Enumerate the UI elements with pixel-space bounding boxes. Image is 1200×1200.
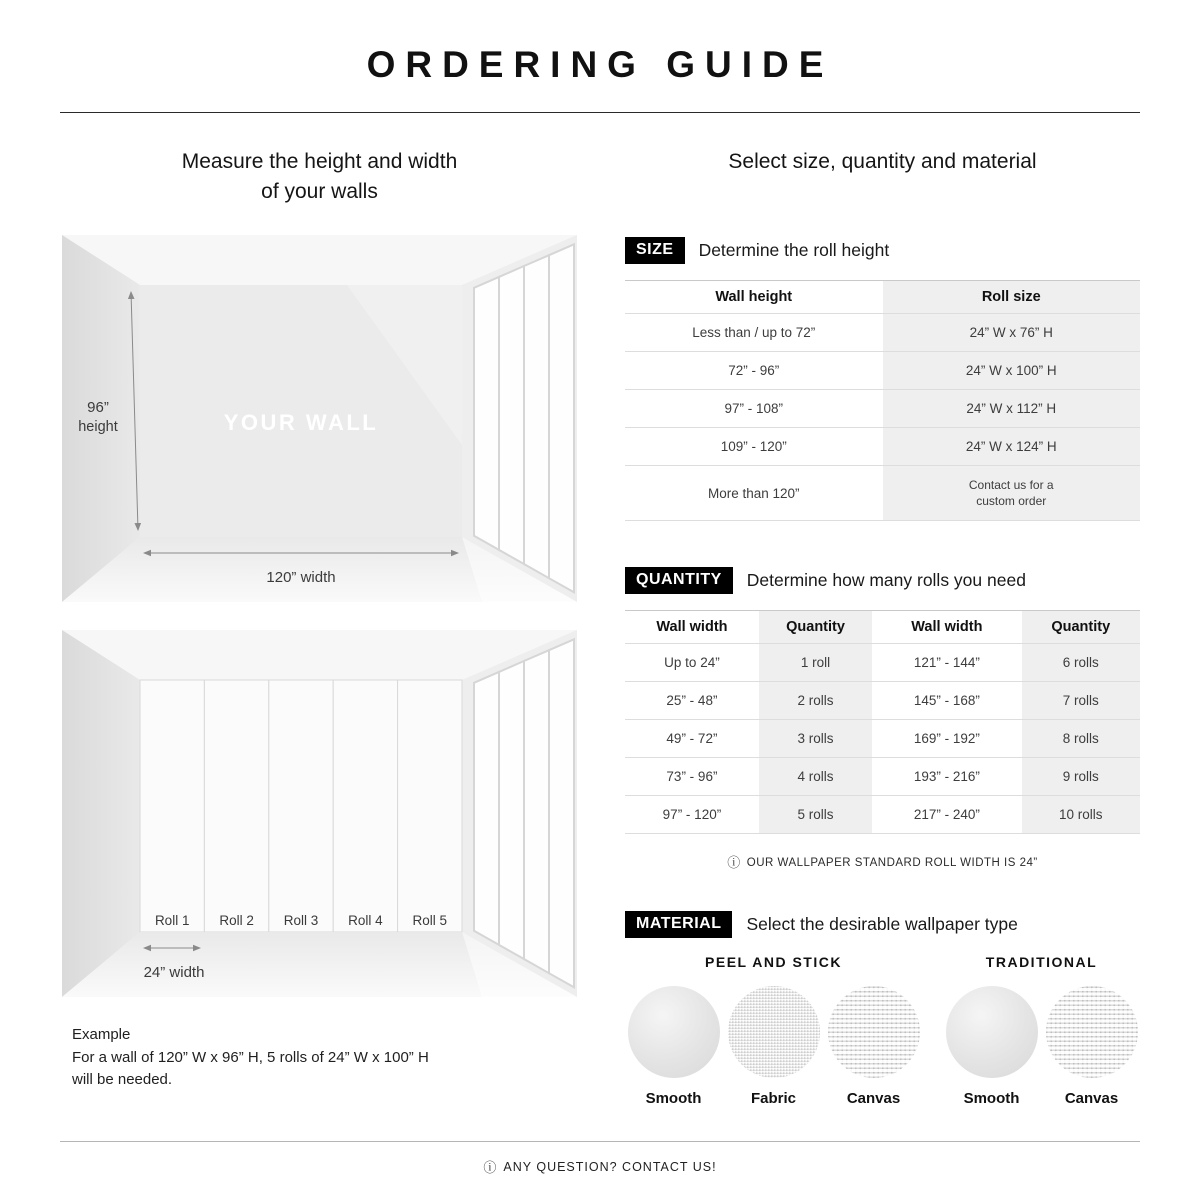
- fabric-texture-sample: [728, 986, 820, 1078]
- swatch-label: Fabric: [750, 1090, 796, 1108]
- table-row: [625, 314, 1140, 352]
- window-pane: [474, 672, 499, 945]
- swatch-label: Smooth: [963, 1090, 1020, 1108]
- room-rolls-figure: [60, 630, 579, 997]
- roll-label: Roll 5: [412, 913, 448, 928]
- wall-width-cell: 169” - 192”: [872, 720, 1021, 758]
- roll-size-cell: 24” W x 100” H: [883, 352, 1141, 390]
- measure-heading: [60, 147, 579, 207]
- material-description: Select the desirable wallpaper type: [746, 914, 1018, 935]
- swatch-fabric: [725, 986, 822, 1107]
- select-section: [625, 113, 1140, 1107]
- traditional-swatches: [943, 986, 1140, 1107]
- quantity-cell: 1 roll: [759, 644, 872, 682]
- wall-width-cell: 49” - 72”: [625, 720, 759, 758]
- table-row: [625, 720, 1140, 758]
- wall-height-header: Wall height: [715, 289, 793, 305]
- quantity-section-header: [625, 567, 1140, 594]
- roll-panel: [204, 680, 268, 932]
- size-label: SIZE: [625, 237, 685, 264]
- wall-height-cell: Less than / up to 72”: [625, 314, 883, 352]
- wall-height-cell: 97” - 108”: [625, 390, 883, 428]
- smooth-texture-sample: [946, 986, 1038, 1078]
- wall-width-cell: 145” - 168”: [872, 682, 1021, 720]
- example-note: [72, 1024, 579, 1092]
- quantity-cell: 9 rolls: [1022, 758, 1140, 796]
- roll-width-label: 24” width: [143, 964, 205, 981]
- measure-heading-line1: Measure the height and width: [181, 150, 458, 173]
- table-row: [625, 428, 1140, 466]
- quantity-description: Determine how many rolls you need: [746, 570, 1026, 591]
- table-header-row: [625, 281, 1140, 314]
- table-row: [625, 682, 1140, 720]
- wall-width-cell: 217” - 240”: [872, 796, 1021, 834]
- table-row: [625, 644, 1140, 682]
- roll-label: Roll 4: [348, 913, 383, 928]
- wall-width-cell: 25” - 48”: [625, 682, 759, 720]
- swatch-canvas: [825, 986, 922, 1107]
- select-heading: Select size, quantity and material: [728, 150, 1037, 173]
- height-word-label: height: [78, 419, 118, 435]
- quantity-cell: 6 rolls: [1022, 644, 1140, 682]
- page-title: ORDERING GUIDE: [366, 44, 834, 85]
- quantity-label: QUANTITY: [625, 567, 733, 594]
- peel-and-stick-swatches: [625, 986, 922, 1107]
- roll-label: Roll 3: [283, 913, 319, 928]
- roll-panel: [333, 680, 397, 932]
- swatch-label: Smooth: [645, 1090, 702, 1108]
- roll-label: Roll 2: [219, 913, 254, 928]
- standard-roll-width-text: OUR WALLPAPER STANDARD ROLL WIDTH IS 24”: [746, 857, 1038, 870]
- room-measure-figure: [60, 235, 579, 602]
- peel-and-stick-group: [625, 954, 922, 1107]
- window-pane: [549, 639, 574, 987]
- smooth-texture-sample: [628, 986, 720, 1078]
- roll-panel: [269, 680, 333, 932]
- wall-width-cell: Up to 24”: [625, 644, 759, 682]
- traditional-title: TRADITIONAL: [985, 954, 1098, 971]
- quantity-cell: 8 rolls: [1022, 720, 1140, 758]
- swatch-smooth: [625, 986, 722, 1107]
- quantity-cell: 2 rolls: [759, 682, 872, 720]
- table-row: [625, 390, 1140, 428]
- quantity-cell: 3 rolls: [759, 720, 872, 758]
- quantity-table: [625, 610, 1140, 834]
- swatch-canvas: [1043, 986, 1140, 1107]
- room-measure-illustration: [60, 235, 579, 602]
- room-rolls-illustration: [60, 630, 579, 997]
- table-row: [625, 758, 1140, 796]
- wall-width-label: 120” width: [266, 569, 336, 586]
- roll-panel: [140, 680, 204, 932]
- quantity-cell: 10 rolls: [1022, 796, 1140, 834]
- roll-size-cell: 24” W x 76” H: [883, 314, 1141, 352]
- size-section-header: [625, 237, 1140, 264]
- roll-size-header: Roll size: [883, 281, 1141, 314]
- wallpaper-rolls-panels: [140, 680, 462, 932]
- measure-heading-line2: of your walls: [261, 179, 378, 203]
- roll-size-cell: [883, 466, 1141, 521]
- height-value-label: 96”: [87, 399, 109, 416]
- wall-width-header: Wall width: [656, 619, 728, 636]
- wall-height-cell: 109” - 120”: [625, 428, 883, 466]
- material-label: MATERIAL: [625, 911, 732, 938]
- wall-width-header: Wall width: [911, 619, 983, 636]
- canvas-texture-sample: [1046, 986, 1138, 1078]
- swatch-smooth: [943, 986, 1040, 1107]
- roll-panel: [398, 680, 462, 932]
- quantity-cell: 4 rolls: [759, 758, 872, 796]
- roll-label: Roll 1: [154, 913, 190, 928]
- window-pane: [499, 661, 524, 959]
- window-pane: [499, 266, 524, 564]
- size-table: [625, 280, 1140, 521]
- table-header-row: [625, 611, 1140, 644]
- wall-height-cell: 72” - 96”: [625, 352, 883, 390]
- window: [474, 244, 574, 592]
- example-title: Example: [72, 1026, 131, 1043]
- quantity-header: Quantity: [759, 611, 872, 644]
- table-row: [625, 466, 1140, 521]
- measure-section: [60, 113, 579, 1092]
- window: [474, 639, 574, 987]
- footer-contact: [60, 1141, 1140, 1176]
- info-icon: ⓘ: [483, 1160, 498, 1175]
- custom-order-note: Contact us for a custom order: [968, 478, 1054, 509]
- size-description: Determine the roll height: [698, 240, 890, 260]
- canvas-texture-sample: [828, 986, 920, 1078]
- traditional-group: [943, 954, 1140, 1107]
- content-columns: [0, 113, 1200, 1107]
- standard-roll-width-note: [625, 852, 1140, 871]
- table-row: [625, 796, 1140, 834]
- window-pane: [524, 255, 549, 578]
- peel-and-stick-title: PEEL AND STICK: [705, 954, 842, 971]
- roll-size-cell: 24” W x 112” H: [883, 390, 1141, 428]
- window-pane: [524, 650, 549, 973]
- material-groups: [625, 954, 1140, 1107]
- window-pane: [474, 277, 499, 550]
- your-wall-label: YOUR WALL: [223, 410, 379, 435]
- quantity-cell: 5 rolls: [759, 796, 872, 834]
- wall-height-cell: More than 120”: [625, 466, 883, 521]
- example-line2: will be needed.: [72, 1071, 173, 1088]
- wall-width-cell: 97” - 120”: [625, 796, 759, 834]
- example-line1: For a wall of 120” W x 96” H, 5 rolls of 24” W x 100” H: [72, 1048, 429, 1066]
- swatch-label: Canvas: [1064, 1090, 1119, 1108]
- swatch-label: Canvas: [846, 1090, 901, 1108]
- wall-width-cell: 121” - 144”: [872, 644, 1021, 682]
- material-section-header: [625, 911, 1140, 938]
- roll-size-cell: 24” W x 124” H: [883, 428, 1141, 466]
- info-icon: ⓘ: [727, 855, 741, 871]
- quantity-header: Quantity: [1022, 611, 1140, 644]
- wall-width-cell: 73” - 96”: [625, 758, 759, 796]
- quantity-cell: 7 rolls: [1022, 682, 1140, 720]
- table-row: [625, 352, 1140, 390]
- wall-width-cell: 193” - 216”: [872, 758, 1021, 796]
- window-pane: [549, 244, 574, 592]
- contact-us-text: ANY QUESTION? CONTACT US!: [503, 1160, 717, 1174]
